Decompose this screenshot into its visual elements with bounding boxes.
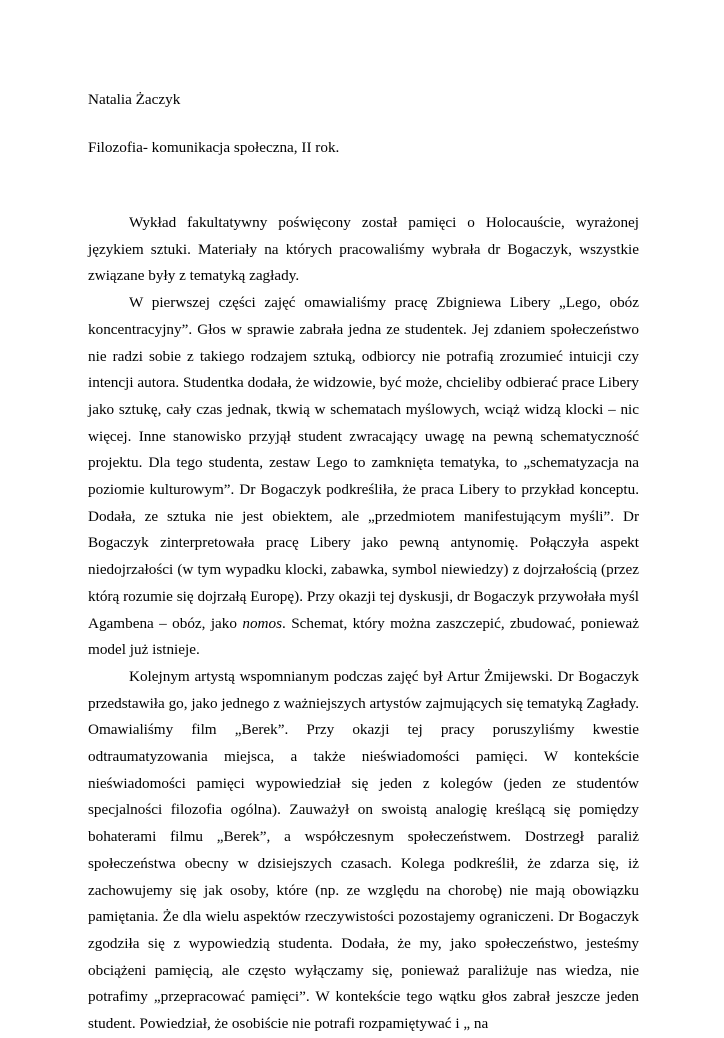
document-body: [88, 210, 639, 1038]
paragraph-3: Kolejnym artystą wspomnianym podczas zajęć był Artur Żmijewski. Dr Bogaczyk przedstawiła go, jako jednego z ważniejszych artystów zajmujących się tematyką Zagłady. Omawialiśmy film „Berek”. Przy okazji tej pracy poruszyliśmy kwestie odtraumatyzowania miejsca, a także nieświadomości pamięci. W kontekście nieświadomości pamięci wypowiedział się jeden z kolegów (jeden ze studentów specjalności filozofia ogólna). Zauważył on swoistą analogię kreślącą się pomiędzy bohaterami filmu „Berek”, a współczesnym społeczeństwem. Dostrzegł paraliż społeczeństwa obecny w dzisiejszych czasach. Kolega podkreślił, że zdarza się, iż zachowujemy się jak osoby, które (np. ze względu na chorobę) nie mają obowiązku pamiętania. Że dla wielu aspektów rzeczywistości pozostajemy ograniczeni. Dr Bogaczyk zgodziła się z wypowiedzią studenta. Dodała, że my, jako społeczeństwo, jesteśmy obciążeni pamięcią, ale często wyłączamy się, ponieważ paraliżuje nas wiedza, nie potrafimy „przepracować pamięci”. W kontekście tego wątku głos zabrał jeszcze jeden student. Powiedział, że osobiście nie potrafi rozpamiętywać i „ na: [88, 667, 639, 1033]
course-info: Filozofia- komunikacja społeczna, II rok.: [88, 139, 340, 156]
author-name: Natalia Żaczyk: [88, 91, 181, 108]
paragraph-2-text: W pierwszej części zajęć omawialiśmy pracę Zbigniewa Libery „Lego, obóz koncentracyjny”. Głos w sprawie zabrała jedna ze studentek. Jej zdaniem społeczeństwo nie radzi sobie z takiego rodzajem sztuką, odbiorcy nie potrafią zrozumieć intuicji czy intencji autora. Studentka dodała, że widzowie, być może, chcieliby odbierać prace Libery jako sztukę, cały czas jednak, tkwią w schematach myślowych, wciąż widzą klocki – nic więcej. Inne stanowisko przyjął student zwracający uwagę na pewną schematyczność projektu. Dla tego studenta, zestaw Lego to zamknięta tematyka, to „schematyzacja na poziomie kulturowym”. Dr Bogaczyk podkreśliła, że praca Libery to przykład konceptu. Dodała, ze sztuka nie jest obiektem, ale „przedmiotem manifestującym myśli”. Dr Bogaczyk zinterpretowała pracę Libery jako pewną antynomię. Połączyła aspekt niedojrzałości (w tym wypadku klocki, zabawka, symbol niewiedzy) z dojrzałością (przez którą rozumie się dojrzałą Europę). Przy okazji tej dyskusji, dr Bogaczyk przywołała myśl Agambena – obóz, jako: [88, 294, 639, 632]
paragraph-1: Wykład fakultatywny poświęcony został pamięci o Holocauście, wyrażonej językiem sztuki. Materiały na których pracowaliśmy wybrała dr Bogaczyk, wszystkie związane były z tematyką zagłady.: [88, 214, 639, 285]
paragraph-2: [88, 290, 639, 664]
paragraph-2-text-end: . Schemat, który można zaszczepić, zbudować, ponieważ model już istnieje.: [88, 614, 639, 659]
italic-term: nomos: [242, 614, 283, 632]
